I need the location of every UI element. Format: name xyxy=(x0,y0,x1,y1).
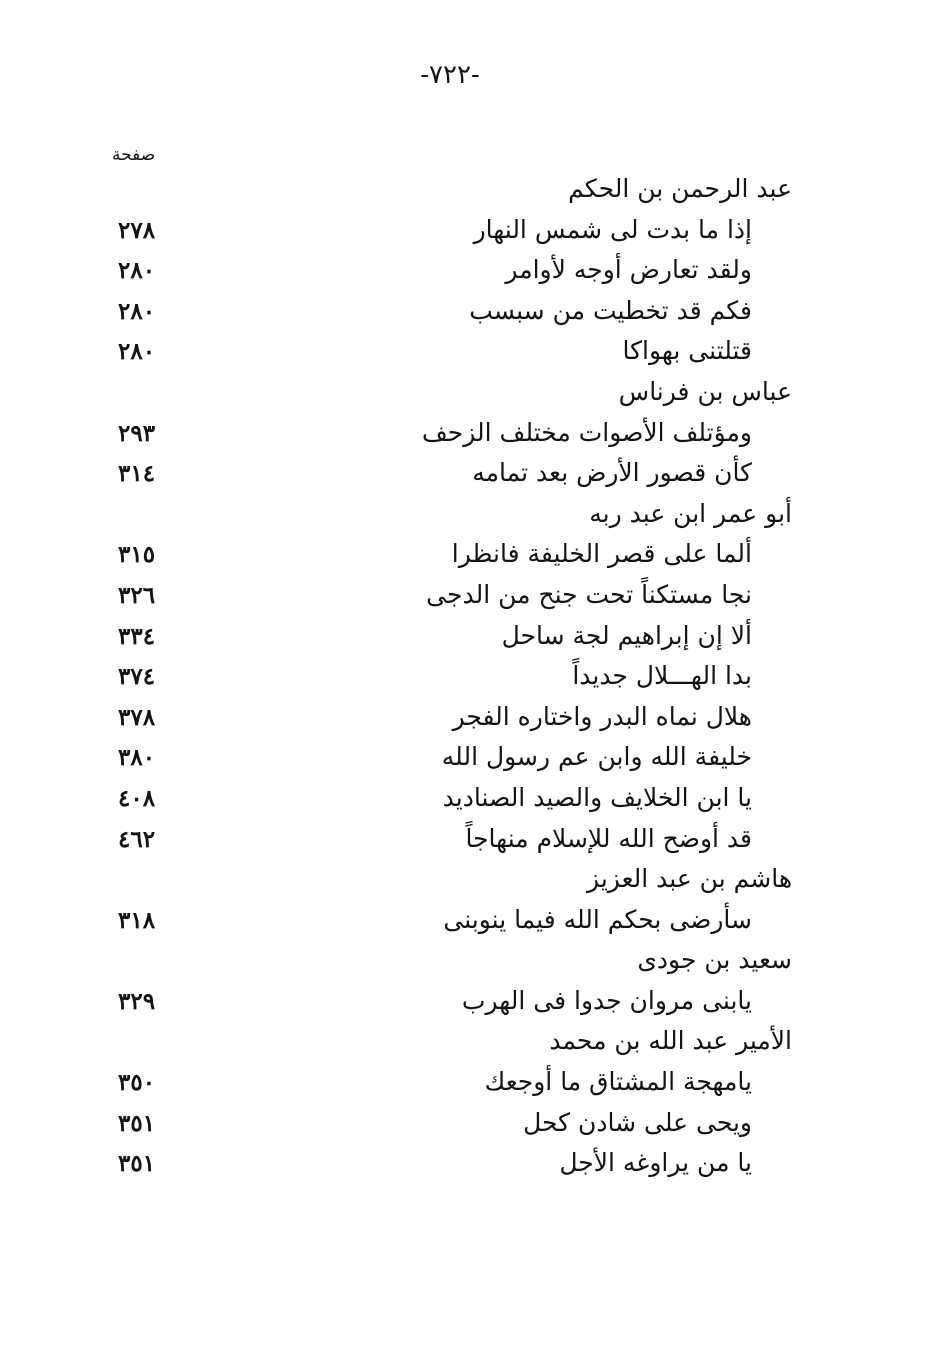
page-reference: ٢٧٨ xyxy=(118,216,156,244)
verse-first-line: يابنى مروان جدوا فى الهرب xyxy=(461,985,752,1015)
poet-heading-row xyxy=(0,860,942,901)
page-reference: ٣٥١ xyxy=(118,1109,156,1137)
page-reference: ٣٧٨ xyxy=(118,703,156,731)
page-reference: ٣٣٤ xyxy=(118,622,156,650)
poet-name: سعيد بن جودى xyxy=(637,945,792,975)
page-reference: ٣٢٦ xyxy=(118,581,156,609)
poet-name: هاشم بن عبد العزيز xyxy=(587,864,792,894)
page-reference: ٤٠٨ xyxy=(118,784,156,812)
verse-row xyxy=(0,1104,942,1145)
verse-row xyxy=(0,1063,942,1104)
poet-name: الأمير عبد الله بن محمد xyxy=(549,1026,792,1056)
verse-first-line: ومؤتلف الأصوات مختلف الزحف xyxy=(421,417,752,447)
verse-first-line: يا من يراوغه الأجل xyxy=(559,1148,752,1178)
page-number: -٧٢٢- xyxy=(420,60,480,90)
verse-first-line: ولقد تعارض أوجه لأوامر xyxy=(505,255,752,285)
verse-row xyxy=(0,982,942,1023)
poet-name: أبو عمر ابن عبد ربه xyxy=(589,498,792,528)
verse-row xyxy=(0,454,942,495)
poet-heading-row xyxy=(0,941,942,982)
page-reference: ٢٨٠ xyxy=(118,297,156,325)
page-column-label: صفحة xyxy=(112,145,156,165)
verse-row xyxy=(0,738,942,779)
verse-row xyxy=(0,251,942,292)
poet-heading-row xyxy=(0,170,942,211)
verse-first-line: يا ابن الخلايف والصيد الصناديد xyxy=(442,782,752,812)
poet-name: عبد الرحمن بن الحكم xyxy=(568,174,792,203)
verse-row xyxy=(0,820,942,861)
poet-heading-row xyxy=(0,495,942,536)
verse-row xyxy=(0,698,942,739)
poet-heading-row xyxy=(0,373,942,414)
verse-row xyxy=(0,332,942,373)
page-reference: ٢٨٠ xyxy=(118,338,156,366)
verse-first-line: قتلتنى بهواكا xyxy=(622,336,752,366)
verse-first-line: خليفة الله وابن عم رسول الله xyxy=(441,742,752,772)
poem-index-list xyxy=(0,170,942,1185)
page-reference: ٣١٨ xyxy=(118,906,156,934)
verse-first-line: كأن قصور الأرض بعد تمامه xyxy=(472,458,752,488)
poet-heading-row xyxy=(0,1022,942,1063)
page-reference: ٣٥٠ xyxy=(118,1069,156,1097)
verse-first-line: نجا مستكناً تحت جنح من الدجى xyxy=(426,579,752,609)
verse-row xyxy=(0,617,942,658)
verse-first-line: ألا إن إبراهيم لجة ساحل xyxy=(501,620,752,650)
verse-first-line: بدا الهـــلال جديداً xyxy=(572,661,752,691)
verse-row xyxy=(0,211,942,252)
verse-first-line: ألما على قصر الخليفة فانظرا xyxy=(451,539,752,569)
verse-row xyxy=(0,535,942,576)
page-reference: ٣٧٤ xyxy=(118,663,156,691)
page-reference: ٤٦٢ xyxy=(118,825,156,853)
page-reference: ٣٢٩ xyxy=(118,987,156,1015)
verse-row xyxy=(0,292,942,333)
page-reference: ٢٨٠ xyxy=(118,257,156,285)
page-reference: ٢٩٣ xyxy=(118,419,156,447)
verse-first-line: قد أوضح الله للإسلام منهاجاً xyxy=(465,823,752,853)
verse-first-line: سأرضى بحكم الله فيما ينوبنى xyxy=(443,904,752,934)
page-reference: ٣٥١ xyxy=(118,1150,156,1178)
verse-first-line: ويحى على شادن كحل xyxy=(523,1107,752,1137)
poet-name: عباس بن فرناس xyxy=(618,376,792,406)
page-reference: ٣١٤ xyxy=(118,460,156,488)
verse-row xyxy=(0,901,942,942)
verse-row xyxy=(0,414,942,455)
verse-first-line: هلال نماه البدر واختاره الفجر xyxy=(452,701,752,731)
verse-first-line: إذا ما بدت لى شمس النهار xyxy=(473,214,752,244)
verse-first-line: فكم قد تخطيت من سبسب xyxy=(469,295,752,325)
page-reference: ٣٨٠ xyxy=(118,744,156,772)
verse-row xyxy=(0,779,942,820)
page-reference: ٣١٥ xyxy=(118,541,156,569)
verse-row xyxy=(0,657,942,698)
verse-first-line: يامهجة المشتاق ما أوجعك xyxy=(484,1067,752,1097)
verse-row xyxy=(0,576,942,617)
verse-row xyxy=(0,1144,942,1185)
